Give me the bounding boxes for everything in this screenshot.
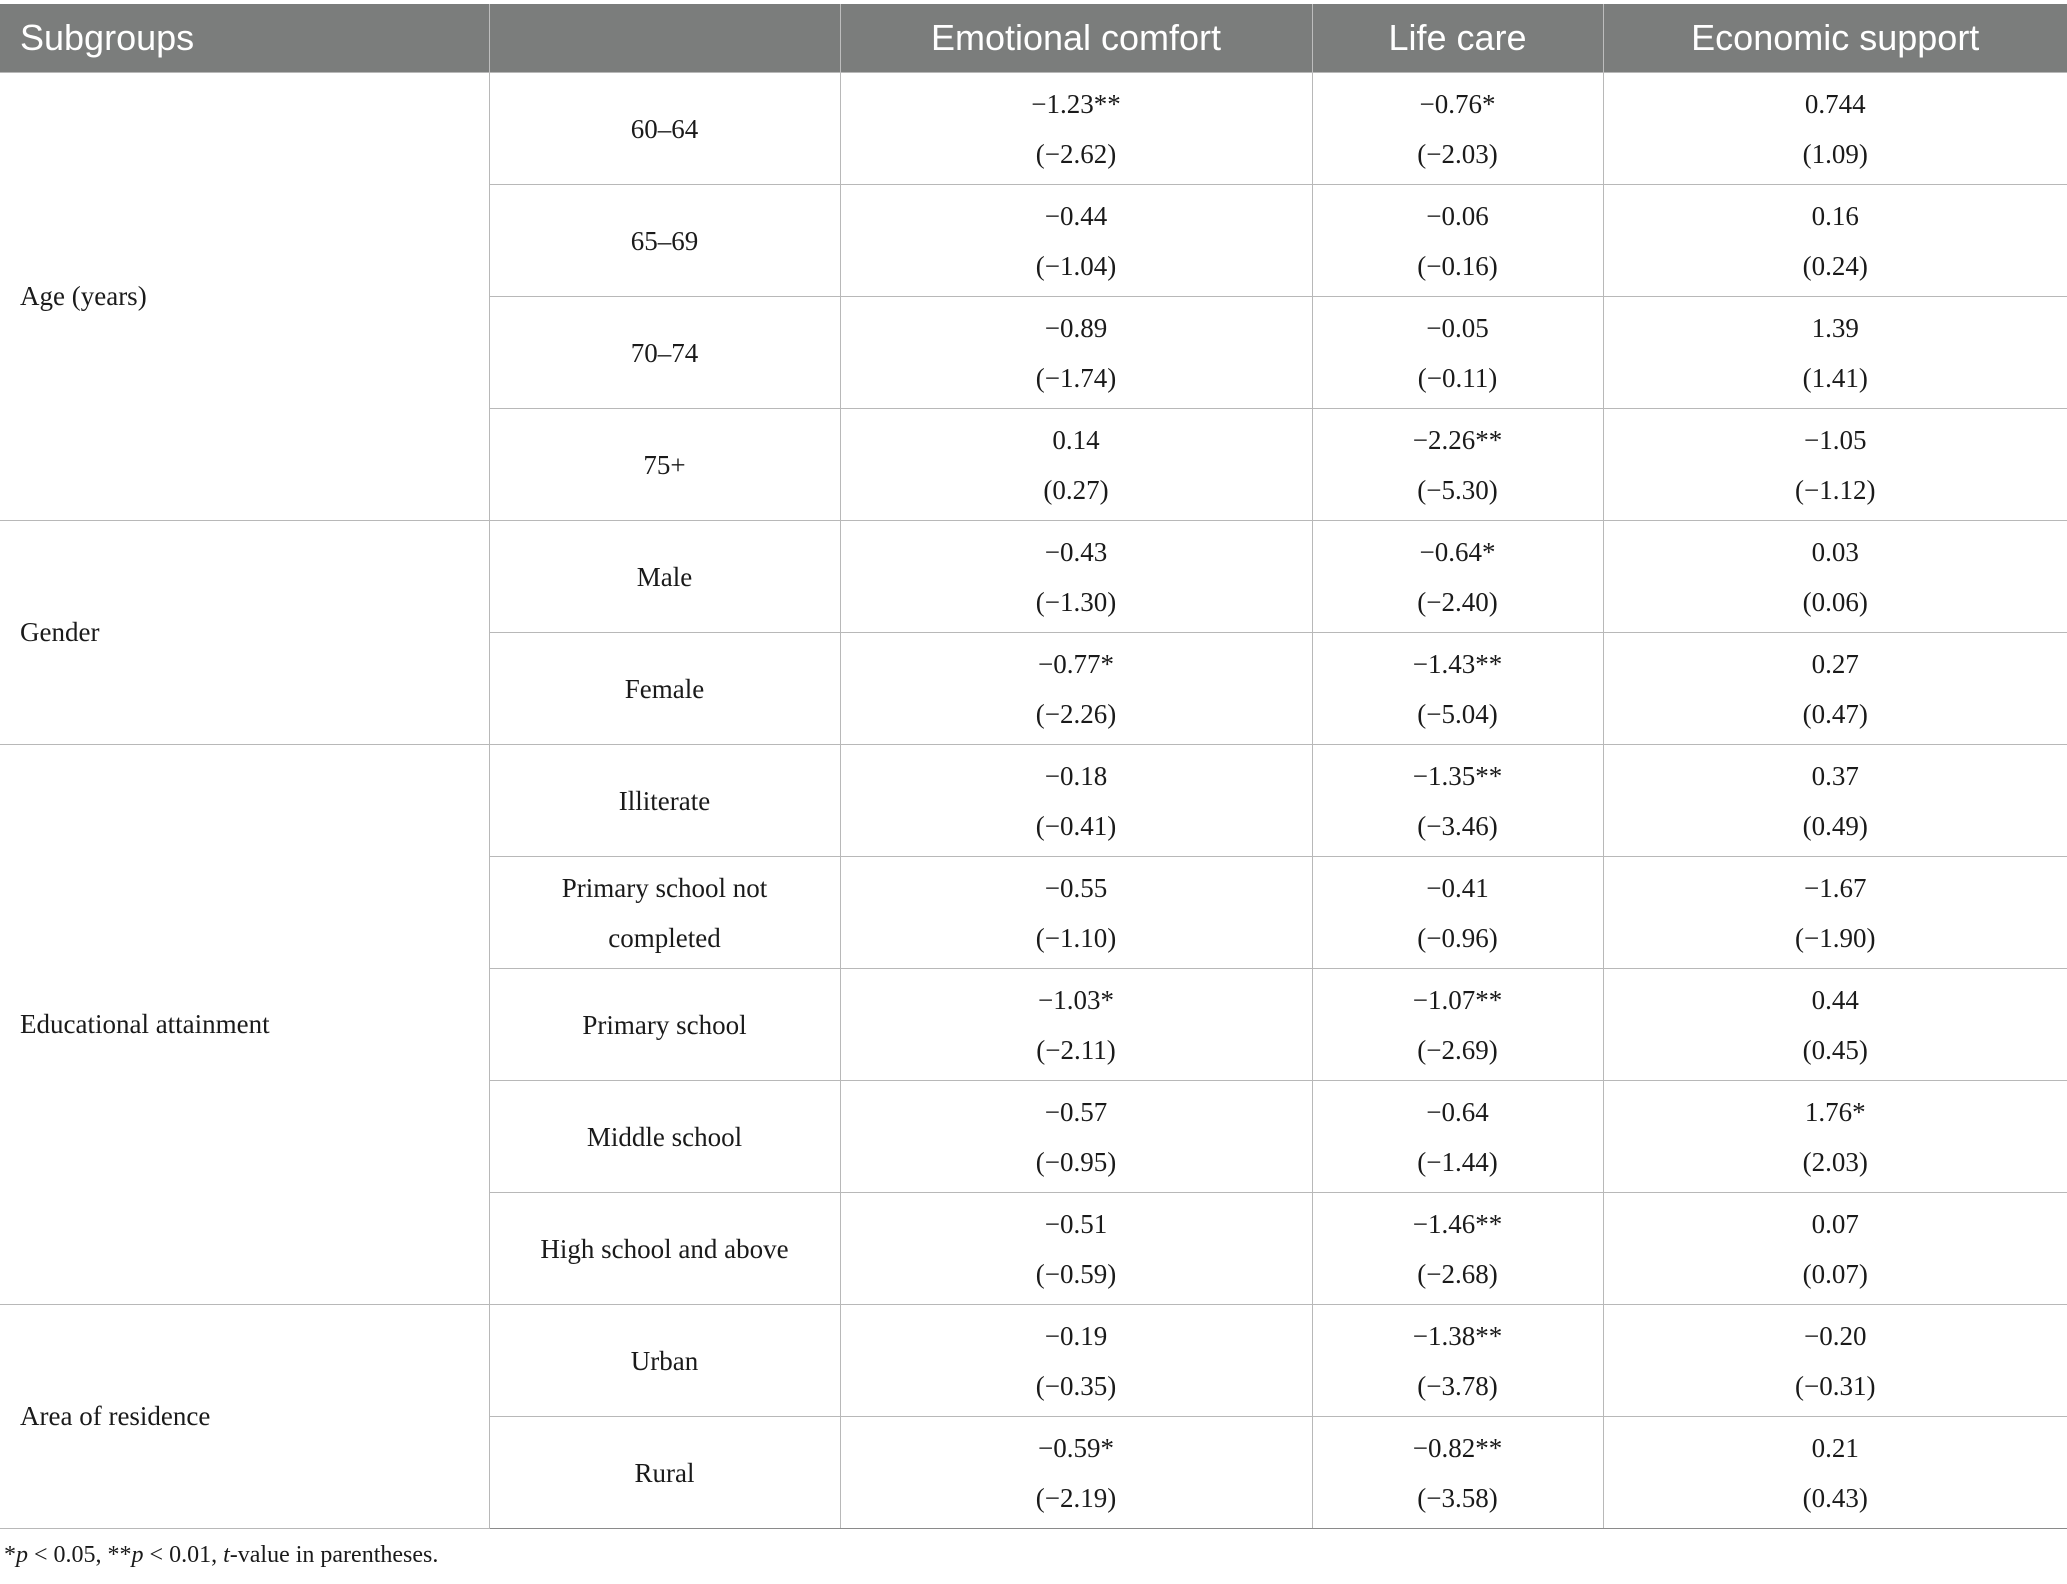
life-care-coefficient: −2.26** xyxy=(1412,424,1503,455)
subgroup-cell xyxy=(489,633,840,745)
economic-support-coefficient: 1.39 xyxy=(1811,312,1859,343)
life-care-coefficient: −0.06 xyxy=(1426,200,1489,231)
economic-support-cell xyxy=(1603,857,2067,969)
emotional-comfort-cell xyxy=(840,73,1312,185)
life-care-cell xyxy=(1312,745,1603,857)
subgroup-label: Primary school xyxy=(582,1009,747,1040)
economic-support-coefficient: 0.744 xyxy=(1804,88,1866,119)
economic-support-t-value: (2.03) xyxy=(1802,1146,1868,1177)
life-care-cell xyxy=(1312,1193,1603,1305)
life-care-coefficient: −1.35** xyxy=(1412,760,1503,791)
footnote-text2: < 0.01, xyxy=(143,1542,224,1568)
emotional-comfort-cell xyxy=(840,1305,1312,1417)
economic-support-coefficient: 0.03 xyxy=(1811,536,1859,567)
life-care-coefficient: −0.76* xyxy=(1419,88,1496,119)
life-care-t-value: (−3.58) xyxy=(1417,1482,1498,1513)
life-care-coefficient: −1.07** xyxy=(1412,984,1503,1015)
emotional-comfort-cell xyxy=(840,409,1312,521)
life-care-cell xyxy=(1312,297,1603,409)
emotional-comfort-t-value: (−0.41) xyxy=(1035,810,1117,841)
table-header xyxy=(0,4,2067,73)
subgroup-cell xyxy=(489,745,840,857)
subgroup-label: 60–64 xyxy=(630,113,699,144)
emotional-comfort-t-value: (−1.30) xyxy=(1035,586,1117,617)
economic-support-t-value: (0.45) xyxy=(1802,1034,1868,1065)
emotional-comfort-t-value: (−2.19) xyxy=(1035,1482,1117,1513)
group-label: Age (years) xyxy=(0,73,489,521)
emotional-comfort-t-value: (−2.62) xyxy=(1035,138,1117,169)
subgroup-cell xyxy=(489,73,840,185)
emotional-comfort-coefficient: −0.89 xyxy=(1044,312,1108,343)
life-care-t-value: (−5.04) xyxy=(1417,698,1498,729)
life-care-t-value: (−0.96) xyxy=(1417,922,1498,953)
subgroup-label: 70–74 xyxy=(630,337,699,368)
economic-support-cell xyxy=(1603,185,2067,297)
subgroup-cell xyxy=(489,857,840,969)
life-care-coefficient: −0.64* xyxy=(1419,536,1496,567)
header-life-care: Life care xyxy=(1312,4,1603,73)
economic-support-t-value: (−1.90) xyxy=(1795,922,1876,953)
emotional-comfort-t-value: (−0.35) xyxy=(1035,1370,1117,1401)
subgroup-label: 75+ xyxy=(643,449,686,480)
economic-support-cell xyxy=(1603,633,2067,745)
emotional-comfort-t-value: (−2.26) xyxy=(1035,698,1117,729)
subgroup-cell xyxy=(489,297,840,409)
life-care-coefficient: −1.38** xyxy=(1412,1320,1503,1351)
table-row xyxy=(0,745,2067,857)
life-care-cell xyxy=(1312,1305,1603,1417)
emotional-comfort-cell xyxy=(840,633,1312,745)
footnote-p2: p xyxy=(131,1542,144,1568)
emotional-comfort-t-value: (−0.95) xyxy=(1035,1146,1117,1177)
table-footnote xyxy=(4,1542,438,1569)
emotional-comfort-t-value: (−2.11) xyxy=(1036,1034,1116,1065)
life-care-cell xyxy=(1312,633,1603,745)
subgroup-label: Female xyxy=(624,673,705,704)
table-row xyxy=(0,73,2067,185)
emotional-comfort-cell xyxy=(840,297,1312,409)
life-care-t-value: (−3.78) xyxy=(1417,1370,1498,1401)
life-care-coefficient: −0.41 xyxy=(1426,872,1489,903)
emotional-comfort-t-value: (0.27) xyxy=(1043,474,1109,505)
subgroup-label: Rural xyxy=(634,1457,695,1488)
economic-support-cell xyxy=(1603,1305,2067,1417)
economic-support-coefficient: 0.16 xyxy=(1811,200,1859,231)
emotional-comfort-t-value: (−1.10) xyxy=(1035,922,1117,953)
life-care-cell xyxy=(1312,857,1603,969)
economic-support-coefficient: 0.37 xyxy=(1811,760,1859,791)
economic-support-coefficient: 0.07 xyxy=(1811,1208,1859,1239)
economic-support-cell xyxy=(1603,1417,2067,1529)
group-label: Educational attainment xyxy=(0,745,489,1305)
subgroup-label-line: Primary school not xyxy=(561,872,768,903)
subgroup-cell xyxy=(489,1417,840,1529)
emotional-comfort-cell xyxy=(840,745,1312,857)
life-care-t-value: (−2.03) xyxy=(1417,138,1498,169)
life-care-t-value: (−5.30) xyxy=(1417,474,1498,505)
emotional-comfort-t-value: (−1.04) xyxy=(1035,250,1117,281)
subgroup-cell xyxy=(489,1305,840,1417)
emotional-comfort-coefficient: −0.59* xyxy=(1038,1432,1114,1463)
emotional-comfort-cell xyxy=(840,857,1312,969)
life-care-coefficient: −1.46** xyxy=(1412,1208,1503,1239)
emotional-comfort-cell xyxy=(840,1193,1312,1305)
economic-support-coefficient: −0.20 xyxy=(1804,1320,1867,1351)
life-care-coefficient: −0.05 xyxy=(1426,312,1489,343)
group-label: Gender xyxy=(0,521,489,745)
table-row xyxy=(0,521,2067,633)
economic-support-cell xyxy=(1603,969,2067,1081)
economic-support-t-value: (0.07) xyxy=(1802,1258,1868,1289)
emotional-comfort-coefficient: −0.55 xyxy=(1044,872,1108,903)
emotional-comfort-coefficient: −0.43 xyxy=(1044,536,1108,567)
economic-support-cell xyxy=(1603,745,2067,857)
life-care-t-value: (−1.44) xyxy=(1417,1146,1498,1177)
footnote-t: t xyxy=(223,1542,230,1568)
economic-support-t-value: (0.43) xyxy=(1802,1482,1868,1513)
life-care-coefficient: −0.64 xyxy=(1426,1096,1489,1127)
economic-support-coefficient: 1.76* xyxy=(1804,1096,1866,1127)
subgroup-label: Illiterate xyxy=(618,785,711,816)
economic-support-cell xyxy=(1603,521,2067,633)
economic-support-cell xyxy=(1603,409,2067,521)
emotional-comfort-cell xyxy=(840,521,1312,633)
economic-support-t-value: (0.47) xyxy=(1802,698,1868,729)
subgroup-label: High school and above xyxy=(540,1233,789,1264)
economic-support-t-value: (0.06) xyxy=(1802,586,1868,617)
subgroup-label-line: completed xyxy=(608,922,721,953)
group-label: Area of residence xyxy=(0,1305,489,1529)
economic-support-cell xyxy=(1603,73,2067,185)
economic-support-coefficient: 0.21 xyxy=(1811,1432,1859,1463)
life-care-t-value: (−0.16) xyxy=(1417,250,1498,281)
life-care-t-value: (−0.11) xyxy=(1417,362,1498,393)
header-subgroups: Subgroups xyxy=(0,4,489,73)
table-body xyxy=(0,73,2067,1529)
footnote-star: * xyxy=(4,1542,16,1568)
footnote-p1: p xyxy=(16,1542,28,1568)
economic-support-cell xyxy=(1603,1193,2067,1305)
footnote-text1: < 0.05, ** xyxy=(28,1542,132,1568)
life-care-t-value: (−2.40) xyxy=(1417,586,1498,617)
subgroup-label: Urban xyxy=(630,1345,699,1376)
economic-support-t-value: (1.09) xyxy=(1802,138,1868,169)
life-care-t-value: (−3.46) xyxy=(1417,810,1498,841)
emotional-comfort-coefficient: −0.57 xyxy=(1044,1096,1108,1127)
life-care-cell xyxy=(1312,1081,1603,1193)
emotional-comfort-coefficient: −1.03* xyxy=(1038,984,1114,1015)
emotional-comfort-coefficient: 0.14 xyxy=(1052,424,1100,455)
subgroup-label: Middle school xyxy=(586,1121,743,1152)
economic-support-t-value: (−0.31) xyxy=(1795,1370,1876,1401)
economic-support-t-value: (−1.12) xyxy=(1795,474,1876,505)
economic-support-coefficient: −1.05 xyxy=(1804,424,1867,455)
emotional-comfort-cell xyxy=(840,1081,1312,1193)
emotional-comfort-coefficient: −1.23** xyxy=(1031,88,1121,119)
emotional-comfort-coefficient: −0.44 xyxy=(1044,200,1108,231)
table-row xyxy=(0,1305,2067,1417)
life-care-cell xyxy=(1312,1417,1603,1529)
emotional-comfort-cell xyxy=(840,1417,1312,1529)
economic-support-t-value: (0.49) xyxy=(1802,810,1868,841)
economic-support-t-value: (1.41) xyxy=(1802,362,1868,393)
life-care-coefficient: −0.82** xyxy=(1412,1432,1503,1463)
subgroup-cell xyxy=(489,521,840,633)
header-emotional-comfort: Emotional comfort xyxy=(840,4,1312,73)
life-care-coefficient: −1.43** xyxy=(1412,648,1503,679)
emotional-comfort-t-value: (−0.59) xyxy=(1035,1258,1117,1289)
economic-support-cell xyxy=(1603,297,2067,409)
life-care-cell xyxy=(1312,521,1603,633)
emotional-comfort-cell xyxy=(840,969,1312,1081)
header-subcategory xyxy=(489,4,840,73)
emotional-comfort-coefficient: −0.77* xyxy=(1038,648,1114,679)
subgroup-label: Male xyxy=(636,561,693,592)
subgroup-cell xyxy=(489,969,840,1081)
subgroup-cell xyxy=(489,409,840,521)
footnote-text3: -value in parentheses. xyxy=(229,1542,439,1568)
header-economic-support: Economic support xyxy=(1603,4,2067,73)
emotional-comfort-coefficient: −0.19 xyxy=(1044,1320,1108,1351)
economic-support-cell xyxy=(1603,1081,2067,1193)
emotional-comfort-coefficient: −0.51 xyxy=(1044,1208,1108,1239)
subgroup-cell xyxy=(489,1081,840,1193)
emotional-comfort-coefficient: −0.18 xyxy=(1044,760,1108,791)
header-row xyxy=(0,4,2067,73)
life-care-cell xyxy=(1312,73,1603,185)
emotional-comfort-t-value: (−1.74) xyxy=(1035,362,1117,393)
subgroup-cell xyxy=(489,1193,840,1305)
subgroup-cell xyxy=(489,185,840,297)
results-table xyxy=(0,4,2067,1529)
life-care-cell xyxy=(1312,185,1603,297)
economic-support-t-value: (0.24) xyxy=(1802,250,1868,281)
subgroup-label: 65–69 xyxy=(630,225,699,256)
economic-support-coefficient: 0.27 xyxy=(1811,648,1859,679)
economic-support-coefficient: 0.44 xyxy=(1811,984,1859,1015)
life-care-t-value: (−2.69) xyxy=(1417,1034,1498,1065)
life-care-t-value: (−2.68) xyxy=(1417,1258,1498,1289)
life-care-cell xyxy=(1312,969,1603,1081)
economic-support-coefficient: −1.67 xyxy=(1804,872,1867,903)
life-care-cell xyxy=(1312,409,1603,521)
emotional-comfort-cell xyxy=(840,185,1312,297)
